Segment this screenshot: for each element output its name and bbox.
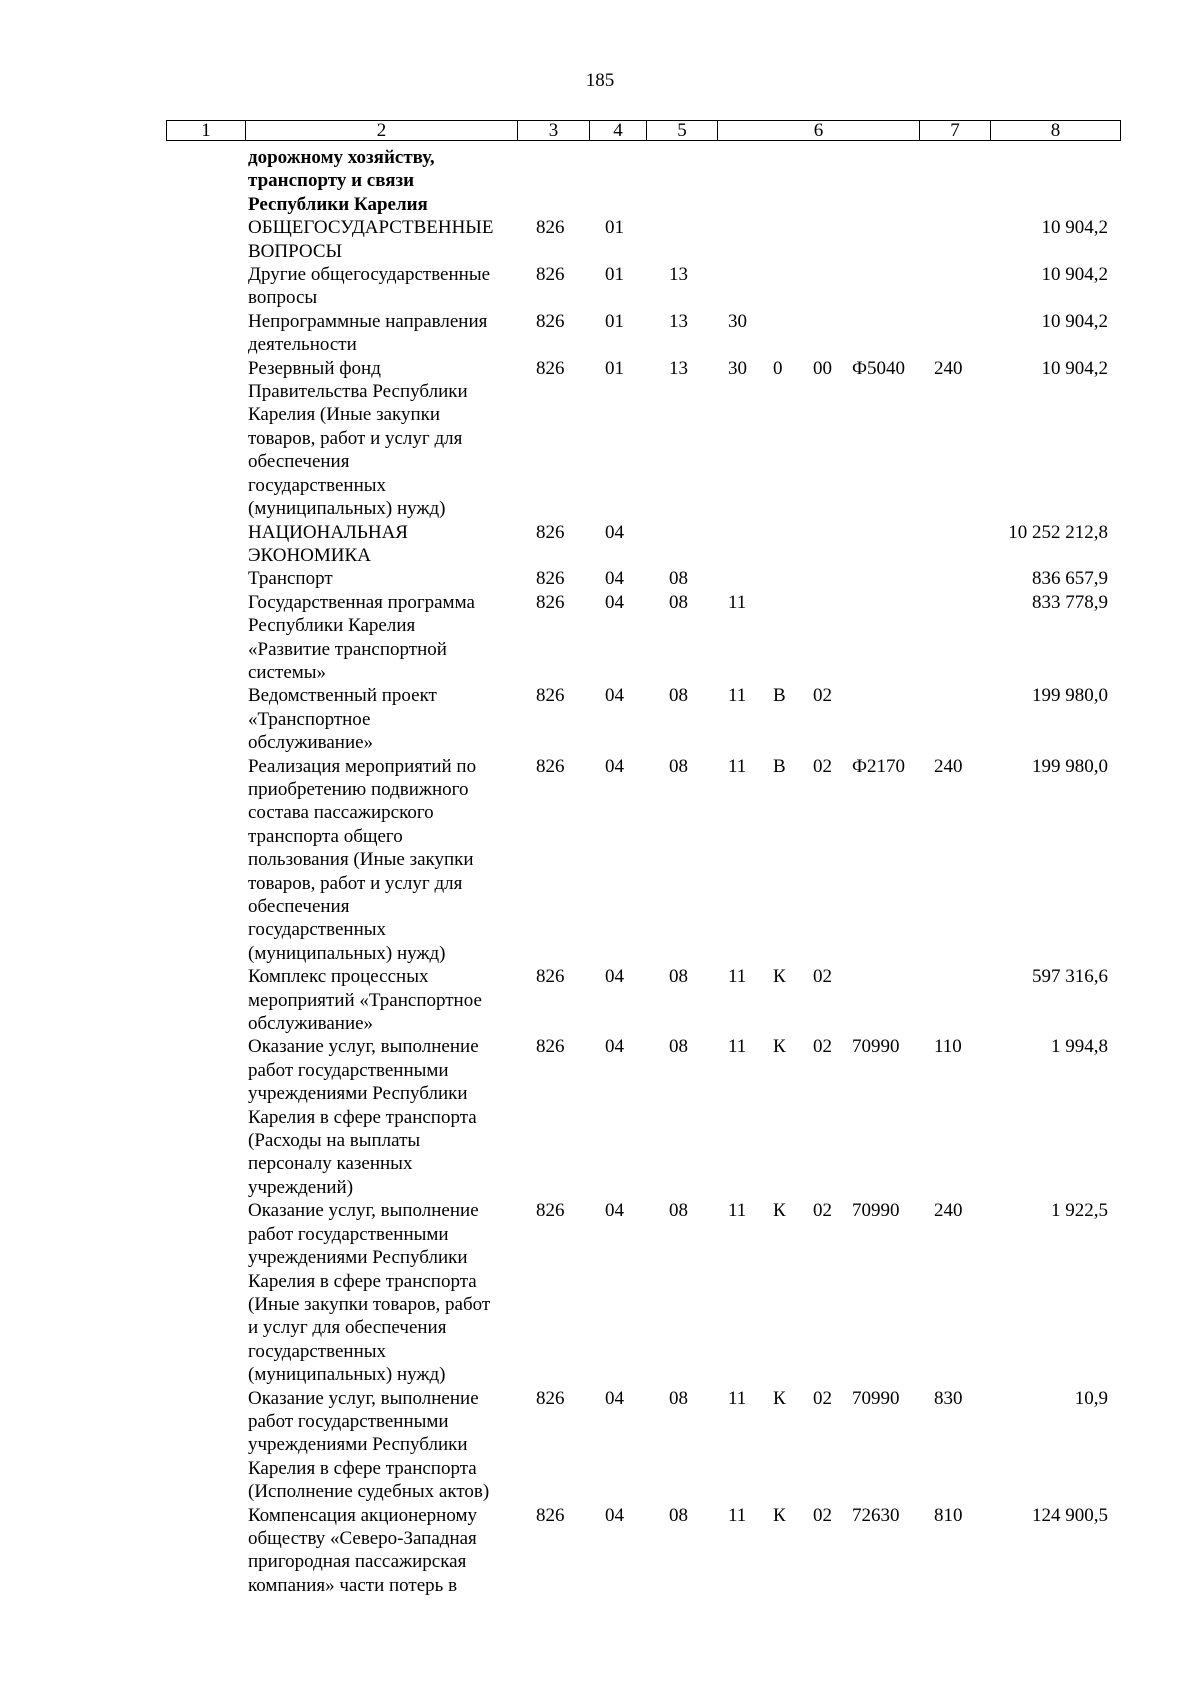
direction-code-cell: 70990 — [852, 1387, 900, 1409]
section-cell: 04 — [605, 568, 624, 590]
project-code-cell: 02 — [813, 966, 832, 988]
section-cell: 04 — [605, 1387, 624, 1409]
admin-code-cell: 826 — [536, 264, 565, 286]
row-name: Непрограммные направления деятельности — [248, 310, 488, 356]
row-name: Оказание услуг, выполнение работ государственными учреждениями Республики Карелия в сфере транспорта (Иные закупки товаров, работ и услуг для обеспечения государственных (муниципальных) нужд) — [248, 1200, 491, 1386]
subsection-cell: 08 — [669, 966, 688, 988]
section-cell: 04 — [605, 966, 624, 988]
section-cell: 01 — [605, 217, 624, 239]
section-cell: 04 — [605, 1200, 624, 1222]
project-code-cell: 02 — [813, 1036, 832, 1058]
project-code-cell: 02 — [813, 1200, 832, 1222]
subsection-cell: 08 — [669, 591, 688, 613]
amount-cell: 10 904,2 — [1041, 217, 1108, 239]
amount-cell: 10 904,2 — [1041, 310, 1108, 332]
subsection-cell: 08 — [669, 568, 688, 590]
expense-type-cell: 110 — [934, 1036, 962, 1058]
section-cell: 04 — [605, 755, 624, 777]
amount-cell: 1 994,8 — [1051, 1036, 1108, 1058]
direction-code-cell: 72630 — [852, 1504, 900, 1526]
header-col-1: 1 — [167, 121, 246, 140]
header-col-8: 8 — [1050, 120, 1061, 141]
subprogram-code-cell: В — [773, 685, 786, 707]
admin-code-cell: 826 — [536, 521, 565, 543]
subsection-cell: 08 — [669, 1504, 688, 1526]
direction-code-cell: Ф2170 — [852, 755, 906, 777]
program-code-cell: 11 — [728, 1200, 747, 1222]
table-row — [248, 755, 1128, 966]
amount-cell: 124 900,5 — [1032, 1504, 1108, 1526]
table-row — [248, 146, 1128, 216]
section-cell: 04 — [605, 1036, 624, 1058]
subprogram-code-cell: К — [773, 1036, 786, 1058]
admin-code-cell: 826 — [536, 568, 565, 590]
row-name: дорожному хозяйству, транспорту и связи Республики Карелия — [248, 147, 435, 215]
table-row — [248, 1504, 1128, 1598]
header-col-4: 4 — [590, 121, 647, 140]
direction-code-cell: 70990 — [852, 1036, 900, 1058]
row-name: Ведомственный проект «Транспортное обслуживание» — [248, 685, 437, 754]
row-name: Другие общегосударственные вопросы — [248, 264, 491, 309]
subsection-cell: 13 — [669, 357, 688, 379]
expense-type-cell: 830 — [934, 1387, 963, 1409]
program-code-cell: 11 — [728, 1036, 747, 1058]
amount-cell: 597 316,6 — [1032, 966, 1108, 988]
amount-cell: 10 904,2 — [1041, 357, 1108, 379]
subsection-cell: 13 — [669, 310, 688, 332]
header-col-7: 7 — [920, 121, 991, 140]
row-name: Транспорт — [248, 568, 333, 590]
table-row — [248, 684, 1128, 754]
section-cell: 01 — [605, 310, 624, 332]
table-row — [248, 965, 1128, 1035]
program-code-cell: 11 — [728, 1387, 747, 1409]
row-name: Оказание услуг, выполнение работ государственными учреждениями Республики Карелия в сфере транспорта (Расходы на выплаты персоналу казенных учреждений) — [248, 1036, 479, 1198]
direction-code-cell: Ф5040 — [852, 357, 906, 379]
row-name: Реализация мероприятий по приобретению подвижного состава пассажирского транспорта общего пользования (Иные закупки товаров, работ и услуг для обеспечения государственных (муниципальных) нужд) — [248, 755, 477, 964]
table-row — [248, 357, 1128, 521]
admin-code-cell: 826 — [536, 1036, 565, 1058]
direction-code-cell: 70990 — [852, 1200, 900, 1222]
subsection-cell: 08 — [669, 1387, 688, 1409]
section-cell: 01 — [605, 264, 624, 286]
project-code-cell: 02 — [813, 685, 832, 707]
subprogram-code-cell: К — [773, 966, 786, 988]
row-name: Компенсация акционерному обществу «Северо-Западная пригородная пассажирская компания» части потерь в — [248, 1504, 478, 1596]
admin-code-cell: 826 — [536, 310, 565, 332]
expense-type-cell: 240 — [934, 755, 963, 777]
program-code-cell: 11 — [728, 755, 747, 777]
section-cell: 04 — [605, 521, 624, 543]
program-code-cell: 30 — [728, 357, 747, 379]
row-name: Государственная программа Республики Карелия «Развитие транспортной системы» — [248, 591, 475, 683]
table-row — [248, 263, 1128, 310]
section-cell: 01 — [605, 357, 624, 379]
expense-type-cell: 810 — [934, 1504, 963, 1526]
row-name: Оказание услуг, выполнение работ государственными учреждениями Республики Карелия в сфере транспорта (Исполнение судебных актов) — [248, 1387, 490, 1503]
admin-code-cell: 826 — [536, 357, 565, 379]
row-name: Комплекс процессных мероприятий «Транспортное обслуживание» — [248, 966, 482, 1035]
admin-code-cell: 826 — [536, 966, 565, 988]
amount-cell: 199 980,0 — [1032, 685, 1108, 707]
table-row — [248, 521, 1128, 568]
admin-code-cell: 826 — [536, 685, 565, 707]
program-code-cell: 11 — [728, 685, 747, 707]
table-header — [166, 120, 1121, 141]
header-col-2: 2 — [246, 121, 518, 140]
admin-code-cell: 826 — [536, 1504, 565, 1526]
program-code-cell: 11 — [728, 591, 747, 613]
subprogram-code-cell: К — [773, 1387, 786, 1409]
table-row — [248, 591, 1128, 685]
header-col-6: 6 — [718, 121, 920, 140]
subsection-cell: 08 — [669, 755, 688, 777]
program-code-cell: 11 — [728, 966, 747, 988]
table-row — [248, 1387, 1128, 1504]
expense-type-cell: 240 — [934, 357, 963, 379]
subsection-cell: 08 — [669, 685, 688, 707]
section-cell: 04 — [605, 591, 624, 613]
amount-cell: 10 904,2 — [1041, 264, 1108, 286]
table-body — [248, 146, 1128, 1597]
table-row — [248, 310, 1128, 357]
admin-code-cell: 826 — [536, 217, 565, 239]
admin-code-cell: 826 — [536, 1387, 565, 1409]
section-cell: 04 — [605, 1504, 624, 1526]
header-col-5: 5 — [647, 121, 718, 140]
amount-cell: 1 922,5 — [1051, 1200, 1108, 1222]
amount-cell: 836 657,9 — [1032, 568, 1108, 590]
subsection-cell: 08 — [669, 1200, 688, 1222]
project-code-cell: 02 — [813, 755, 832, 777]
page-number: 185 — [585, 70, 615, 91]
table-row — [248, 567, 1128, 590]
subprogram-code-cell: В — [773, 755, 786, 777]
row-name: ОБЩЕГОСУДАРСТВЕННЫЕ ВОПРОСЫ — [248, 217, 494, 262]
admin-code-cell: 826 — [536, 591, 565, 613]
subsection-cell: 08 — [669, 1036, 688, 1058]
table-row — [248, 1035, 1128, 1199]
project-code-cell: 00 — [813, 357, 832, 379]
amount-cell: 10 252 212,8 — [1008, 521, 1108, 543]
amount-cell: 833 778,9 — [1032, 591, 1108, 613]
subprogram-code-cell: К — [773, 1504, 786, 1526]
project-code-cell: 02 — [813, 1387, 832, 1409]
program-code-cell: 30 — [728, 310, 747, 332]
row-name: Резервный фонд Правительства Республики Карелия (Иные закупки товаров, работ и услуг для обеспечения государственных (муниципальных) нужд) — [248, 357, 468, 520]
subprogram-code-cell: 0 — [773, 357, 783, 379]
expense-type-cell: 240 — [934, 1200, 963, 1222]
program-code-cell: 11 — [728, 1504, 747, 1526]
row-name: НАЦИОНАЛЬНАЯ ЭКОНОМИКА — [248, 521, 408, 566]
admin-code-cell: 826 — [536, 1200, 565, 1222]
amount-cell: 10,9 — [1074, 1387, 1108, 1409]
section-cell: 04 — [605, 685, 624, 707]
amount-cell: 199 980,0 — [1032, 755, 1108, 777]
project-code-cell: 02 — [813, 1504, 832, 1526]
subprogram-code-cell: К — [773, 1200, 786, 1222]
admin-code-cell: 826 — [536, 755, 565, 777]
subsection-cell: 13 — [669, 264, 688, 286]
table-row — [248, 1199, 1128, 1386]
table-row — [248, 216, 1128, 263]
header-col-3: 3 — [518, 121, 590, 140]
